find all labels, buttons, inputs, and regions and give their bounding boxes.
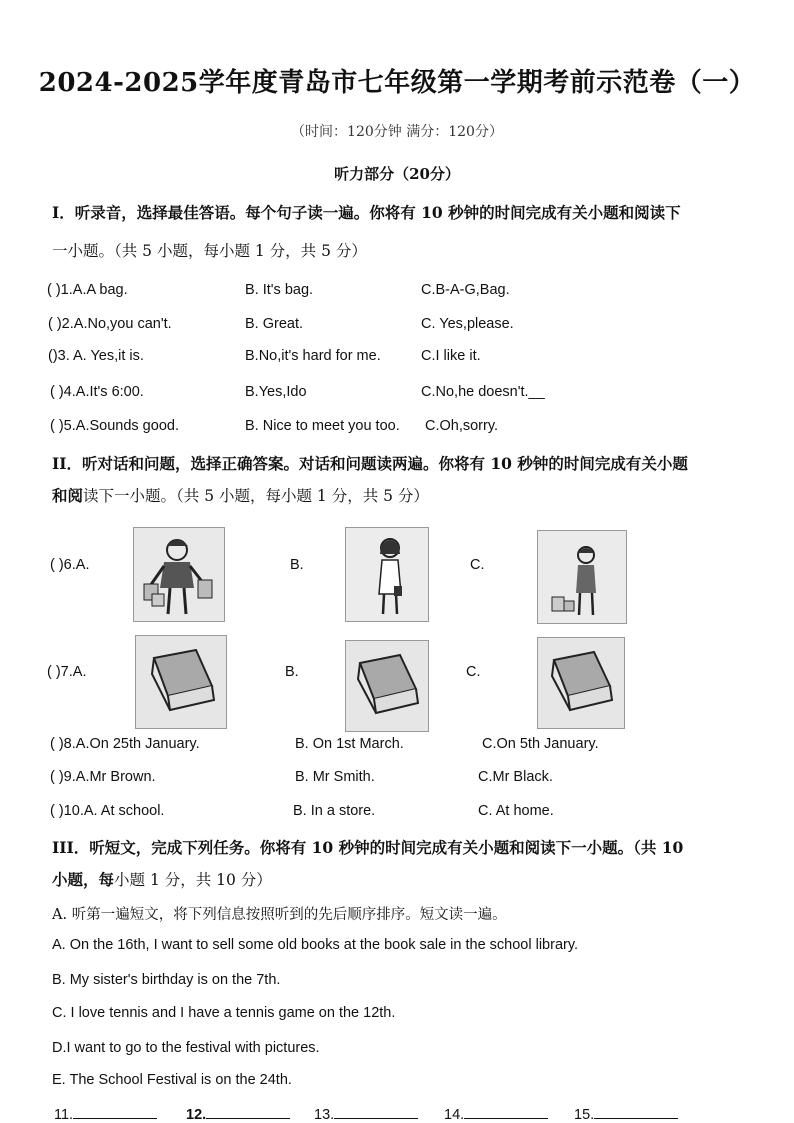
task-a-instruction: A. 听第一遍短文，将下列信息按照听到的先后顺序排序。短文读一遍。 bbox=[52, 907, 507, 923]
sentence-c: C. I love tennis and I have a tennis game on the 12th. bbox=[52, 1005, 396, 1021]
sentence-e: E. The School Festival is on the 24th. bbox=[52, 1072, 292, 1088]
answer-blank-14[interactable] bbox=[444, 1104, 548, 1123]
question-4-option-b: B.Yes,Ido bbox=[245, 384, 307, 400]
answer-line[interactable] bbox=[464, 1104, 548, 1119]
question-9: ( )9.A.Mr Brown. bbox=[50, 769, 156, 785]
part2-instruction: II．听对话和问题，选择正确答案。对话和问题读两遍。你将有 10 秒钟的时间完成有关小题 bbox=[52, 454, 688, 473]
sentence-a: A. On the 16th, I want to sell some old books at the book sale in the school library. bbox=[52, 937, 579, 953]
answer-blank-11-label: 11. bbox=[54, 1107, 74, 1123]
answer-blank-12[interactable] bbox=[186, 1104, 290, 1123]
answer-line[interactable] bbox=[206, 1104, 290, 1119]
picture-math-book bbox=[537, 637, 625, 729]
question-3-option-b: B.No,it's hard for me. bbox=[245, 348, 381, 364]
question-6-option-b: B. bbox=[290, 557, 304, 573]
part3-instruction-line2 bbox=[52, 868, 272, 890]
question-5-option-b: B. Nice to meet you too. bbox=[245, 418, 400, 434]
question-2: ( )2.A.No,you can't. bbox=[48, 316, 172, 332]
part3-instruction-line2-bold: 小题，每 bbox=[52, 870, 115, 889]
question-8-option-b: B. On 1st March. bbox=[295, 736, 404, 752]
part2-instruction-line2 bbox=[52, 484, 429, 506]
picture-history-book bbox=[135, 635, 227, 729]
question-3: ()3. A. Yes,it is. bbox=[48, 348, 144, 364]
answer-blank-13[interactable] bbox=[314, 1104, 418, 1123]
part1-instruction: I．听录音，选择最佳答语。每个句子读一遍。你将有 10 秒钟的时间完成有关小题和阅读下 bbox=[52, 203, 681, 222]
question-6-option-c: C. bbox=[470, 557, 485, 573]
part1-instruction-line2: 一小题。（共 5 小题，每小题 1 分，共 5 分） bbox=[52, 242, 367, 260]
question-9-option-c: C.Mr Black. bbox=[478, 769, 553, 785]
answer-blank-12-label: 12. bbox=[186, 1107, 207, 1123]
question-7-option-b: B. bbox=[285, 664, 299, 680]
part3-instruction: III．听短文，完成下列任务。你将有 10 秒钟的时间完成有关小题和阅读下一小题。（共 10 bbox=[52, 838, 684, 857]
question-5: ( )5.A.Sounds good. bbox=[50, 418, 179, 434]
answer-line[interactable] bbox=[73, 1104, 157, 1119]
exam-title: 2024-2025学年度青岛市七年级第一学期考前示范卷（一） bbox=[38, 68, 756, 98]
question-4-option-c: C.No,he doesn't.__ bbox=[421, 384, 545, 400]
question-10-option-c: C. At home. bbox=[478, 803, 554, 819]
part2-instruction-line2-bold: 和阅 bbox=[52, 486, 84, 505]
question-1-option-b: B. It's bag. bbox=[245, 282, 314, 298]
question-6: ( )6.A. bbox=[50, 557, 90, 573]
standing-woman-illustration bbox=[346, 528, 428, 621]
question-5-option-c: C.Oh,sorry. bbox=[425, 418, 499, 434]
answer-line[interactable] bbox=[594, 1104, 678, 1119]
question-2-option-c: C. Yes,please. bbox=[421, 316, 514, 332]
picture-standing-woman bbox=[345, 527, 429, 622]
sentence-d: D.I want to go to the festival with pictures. bbox=[52, 1040, 320, 1056]
picture-shopping-woman bbox=[133, 527, 225, 622]
answer-blank-15[interactable] bbox=[574, 1104, 678, 1123]
sentence-b: B. My sister's birthday is on the 7th. bbox=[52, 972, 281, 988]
answer-line[interactable] bbox=[334, 1104, 418, 1119]
question-8: ( )8.A.On 25th January. bbox=[50, 736, 200, 752]
question-10-option-b: B. In a store. bbox=[293, 803, 376, 819]
question-2-option-b: B. Great. bbox=[245, 316, 304, 332]
listening-section-heading: 听力部分（20分） bbox=[334, 165, 460, 183]
book-icon bbox=[136, 636, 226, 728]
part2-instruction-line2-rest: 读下一小题。（共 5 小题，每小题 1 分，共 5 分） bbox=[83, 487, 429, 505]
question-7: ( )7.A. bbox=[47, 664, 87, 680]
answer-blank-14-label: 14. bbox=[444, 1107, 465, 1123]
question-3-option-c: C.I like it. bbox=[421, 348, 481, 364]
answer-blank-11[interactable] bbox=[54, 1104, 157, 1123]
book-icon bbox=[538, 638, 624, 728]
book-icon bbox=[346, 641, 428, 731]
question-8-option-c: C.On 5th January. bbox=[482, 736, 599, 752]
boy-with-bags-illustration bbox=[538, 531, 626, 623]
question-1: ( )1.A.A bag. bbox=[47, 282, 128, 298]
shopping-woman-illustration bbox=[134, 528, 224, 621]
question-9-option-b: B. Mr Smith. bbox=[295, 769, 375, 785]
picture-geography-book bbox=[345, 640, 429, 732]
exam-subtitle: （时间：120分钟 满分：120分） bbox=[291, 124, 503, 140]
question-7-option-c: C. bbox=[466, 664, 481, 680]
picture-boy-with-bags bbox=[537, 530, 627, 624]
answer-blank-13-label: 13. bbox=[314, 1107, 335, 1123]
question-10: ( )10.A. At school. bbox=[50, 803, 165, 819]
part3-instruction-line2-rest: 小题 1 分，共 10 分） bbox=[114, 871, 272, 889]
answer-blank-15-label: 15. bbox=[574, 1107, 595, 1123]
question-4: ( )4.A.It's 6:00. bbox=[50, 384, 144, 400]
question-1-option-c: C.B-A-G,Bag. bbox=[421, 282, 510, 298]
